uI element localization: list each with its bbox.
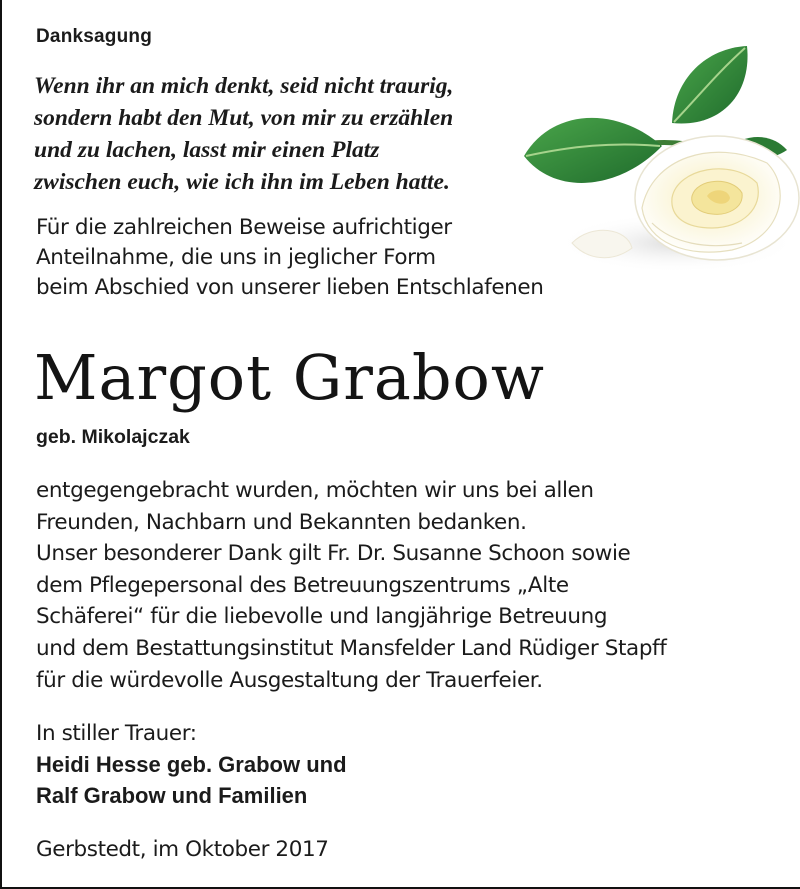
mourning-intro: In stiller Trauer:: [36, 721, 197, 746]
thanks-line: Unser besonderer Dank gilt Fr. Dr. Susanne Schoon sowie: [36, 541, 631, 567]
mourner-name: Ralf Grabow und Familien: [36, 783, 308, 808]
intro-line: Anteilnahme, die uns in jeglicher Form: [36, 245, 436, 270]
thanks-line: Freunden, Nachbarn und Bekannten bedanken.: [36, 509, 527, 535]
poem-quote: [34, 70, 453, 198]
thanks-line: entgegengebracht wurden, möchten wir uns bei allen: [36, 478, 594, 503]
intro-text: [36, 213, 543, 303]
thanks-line: für die würdevolle Ausgestaltung der Trauerfeier.: [36, 667, 543, 693]
place-date: Gerbstedt, im Oktober 2017: [36, 837, 329, 862]
intro-line: beim Abschied von unserer lieben Entschlafenen: [36, 275, 544, 300]
poem-line: sondern habt den Mut, von mir zu erzählen: [34, 105, 454, 131]
deceased-name: Margot Grabow: [34, 341, 545, 414]
intro-line: Für die zahlreichen Beweise aufrichtiger: [36, 215, 452, 240]
mourner-name: Heidi Hesse geb. Grabow und: [36, 752, 347, 777]
notice-heading: Danksagung: [36, 26, 153, 47]
thanks-text: [36, 475, 666, 696]
poem-line: zwischen euch, wie ich ihn im Leben hatte.: [34, 169, 450, 195]
mourners-block: [36, 718, 347, 811]
thanks-line: dem Pflegepersonal des Betreuungszentrums „Alte: [36, 572, 569, 598]
poem-line: Wenn ihr an mich denkt, seid nicht traurig,: [34, 73, 454, 99]
poem-line: und zu lachen, lasst mir einen Platz: [34, 137, 380, 163]
thanks-line: und dem Bestattungsinstitut Mansfelder Land Rüdiger Stapff: [36, 635, 667, 661]
thanks-line: Schäferei“ für die liebevolle und langjährige Betreuung: [36, 604, 608, 630]
maiden-name: geb. Mikolajczak: [36, 426, 190, 448]
white-rose-icon: [502, 38, 800, 288]
